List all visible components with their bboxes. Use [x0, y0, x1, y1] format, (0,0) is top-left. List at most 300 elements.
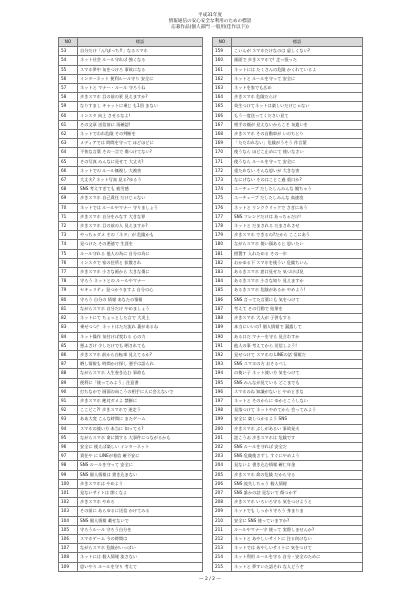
table-row — [213, 56, 363, 65]
table-row — [213, 277, 363, 286]
row-number: 57 — [59, 84, 78, 93]
row-number: 108 — [59, 553, 78, 562]
slogan-text: 見ないサイトは 開くなよ — [78, 488, 203, 497]
row-number: 185 — [213, 286, 232, 295]
table-header-row — [59, 38, 203, 47]
table-row — [213, 157, 363, 166]
table-row — [59, 387, 203, 396]
table-row — [59, 498, 203, 507]
row-number: 205 — [213, 470, 232, 479]
row-number: 83 — [59, 323, 78, 332]
row-number: 208 — [213, 498, 232, 507]
table-row — [59, 562, 203, 571]
slogan-text: ながらスマホ 危険がいっぱい — [78, 544, 203, 553]
row-number: 189 — [213, 323, 232, 332]
row-number: 181 — [213, 249, 232, 258]
table-row — [59, 378, 203, 387]
slogan-text: 見せつけて スマホの LINEの話 情報だ — [232, 350, 363, 359]
table-row — [59, 406, 203, 415]
table-row — [59, 507, 203, 516]
table-row — [59, 74, 203, 83]
column-header-no: NO — [213, 38, 232, 47]
row-number: 184 — [213, 277, 232, 286]
table-row — [213, 194, 363, 203]
row-number: 167 — [213, 120, 232, 129]
table-row — [59, 157, 203, 166]
row-number: 92 — [59, 406, 78, 415]
row-number: 176 — [213, 203, 232, 212]
row-number: 187 — [213, 304, 232, 313]
slogan-text: の使い子 ネット使い方 気をつけて — [232, 369, 363, 378]
table-row — [213, 176, 363, 185]
row-number: 97 — [59, 452, 78, 461]
row-number: 76 — [59, 258, 78, 267]
table-row — [213, 84, 363, 93]
row-number: 74 — [59, 240, 78, 249]
table-row — [213, 185, 363, 194]
row-number: 175 — [213, 194, 232, 203]
row-number: 203 — [213, 452, 232, 461]
slogan-text: 見落つけて ネットやめてから 会ってみよう — [232, 406, 363, 415]
row-number: 90 — [59, 387, 78, 396]
column-header-title: 標語 — [232, 38, 363, 47]
row-number: 61 — [59, 120, 78, 129]
slogan-text: インターネット 便利ルール守り 安全に — [78, 74, 203, 83]
row-number: 100 — [59, 479, 78, 488]
table-row — [59, 350, 203, 359]
row-number: 180 — [213, 240, 232, 249]
slogan-text: 安全に SNS 使っていますか? — [232, 516, 363, 525]
slogan-text: こいんが スマホだけなのは 虚しくない? — [232, 47, 363, 56]
slogan-text: SNS 危険使さずし すぐにやめよう — [232, 452, 363, 461]
table-row — [59, 433, 203, 442]
row-number: 202 — [213, 442, 232, 451]
page-number: — 2 / 2 — — [199, 577, 221, 582]
row-number: 88 — [59, 369, 78, 378]
table-row — [59, 139, 203, 148]
slogan-text: 重ためない そんな思いが 大きな害 — [232, 166, 363, 175]
row-number: 166 — [213, 111, 232, 120]
row-number: 213 — [213, 544, 232, 553]
table-row — [213, 323, 363, 332]
table-row — [213, 406, 363, 415]
row-number: 163 — [213, 84, 232, 93]
table-row — [59, 304, 203, 313]
slogan-table-left — [58, 37, 203, 572]
row-number: 91 — [59, 396, 78, 405]
row-number: 214 — [213, 553, 232, 562]
slogan-table-right — [212, 37, 363, 572]
table-row — [213, 268, 363, 277]
row-number: 177 — [213, 212, 232, 221]
row-number: 190 — [213, 332, 232, 341]
table-row — [213, 350, 363, 359]
slogan-text: ネットと マナー・ルール 守ろうね — [78, 84, 203, 93]
slogan-text: ながらスマホ 命に関する 大事件につながるかも — [78, 433, 203, 442]
slogan-text: ネットでは あやしいサイトに 気をつけて — [232, 544, 363, 553]
row-number: 170 — [213, 148, 232, 157]
slogan-text: ネット利用 ルールを守る 自分・安全のために — [232, 553, 363, 562]
row-number: 211 — [213, 525, 232, 534]
table-row — [59, 93, 203, 102]
slogan-text: 責任や に LINEが着信 確不安に — [78, 452, 203, 461]
table-row — [213, 304, 363, 313]
table-row — [59, 84, 203, 93]
row-number: 81 — [59, 304, 78, 313]
table-row — [59, 56, 203, 65]
table-row — [213, 65, 363, 74]
table-row — [213, 212, 363, 221]
row-number: 192 — [213, 350, 232, 359]
table-row — [213, 102, 363, 111]
slogan-text: 自分だけ「ん!ぼっち!!」なるスマホ — [78, 47, 203, 56]
slogan-text: ネットと そのからに ゆかとこうしない — [232, 396, 363, 405]
slogan-text: 思いやり ルールを守り 考えて — [78, 562, 203, 571]
slogan-text: ネットを家でも広め — [232, 84, 363, 93]
table-row — [213, 479, 363, 488]
slogan-text: SNS フレンドだけは あっちゃだけ! — [232, 212, 363, 221]
slogan-rows-left — [59, 47, 203, 572]
row-number: 105 — [59, 525, 78, 534]
table-row — [59, 102, 203, 111]
row-number: 72 — [59, 222, 78, 231]
table-row — [59, 176, 203, 185]
table-row — [59, 516, 203, 525]
slogan-text: 歩きスマホ ぶしがあるい 事故発火 — [232, 424, 363, 433]
slogan-text: 晒し情報も 時間かけ探し 悪手は語られ — [78, 360, 203, 369]
row-number: 59 — [59, 102, 78, 111]
slogan-text: SNS 言ってた言葉にも 気をつけて — [232, 295, 363, 304]
table-row — [213, 488, 363, 497]
table-row — [213, 286, 363, 295]
row-number: 210 — [213, 516, 232, 525]
slogan-text: ながらスマホ 人生巻き込む 事故も — [78, 369, 203, 378]
table-row — [213, 433, 363, 442]
row-number: 99 — [59, 470, 78, 479]
row-number: 69 — [59, 194, 78, 203]
slogan-text: ここどこ?! 歩きスマホで 迷走う — [78, 406, 203, 415]
slogan-text: おかゆる下 スマホを使うい 危険ちいん — [232, 258, 363, 267]
table-row — [213, 332, 363, 341]
row-number: 55 — [59, 65, 78, 74]
row-number: 164 — [213, 93, 232, 102]
slogan-text: スマホ夢中 気をつけろ 事故になる — [78, 65, 203, 74]
row-number: 212 — [213, 534, 232, 543]
table-row — [59, 65, 203, 74]
row-number: 86 — [59, 350, 78, 359]
table-row — [213, 93, 363, 102]
slogan-text: 守ろう ネットとの ルールやマナー — [78, 277, 203, 286]
row-number: 80 — [59, 295, 78, 304]
slogan-text: ネットと だまされる だまされさせ — [232, 222, 363, 231]
slogan-text: SNS 個人情報は 書き込まない — [78, 470, 203, 479]
slogan-text: SNS スマホの方 おそるべし — [232, 360, 363, 369]
table-row — [59, 222, 203, 231]
table-row — [213, 415, 363, 424]
slogan-text: SNS 誰かの話 見ないで 傷つかず — [232, 488, 363, 497]
slogan-text: その文章 送信前に 再確認! — [78, 120, 203, 129]
slogan-text: メディアでは 時間を守って ほどほどに — [78, 139, 203, 148]
row-number: 106 — [59, 534, 78, 543]
row-number: 199 — [213, 415, 232, 424]
table-row — [213, 231, 363, 240]
slogan-text: あるきスマホ 危険があるか やめよう! — [232, 286, 363, 295]
row-number: 191 — [213, 341, 232, 350]
slogan-text: ネットと リンククリックで さぎにあう — [232, 203, 363, 212]
table-row — [59, 268, 203, 277]
table-row — [59, 360, 203, 369]
row-number: 96 — [59, 442, 78, 451]
table-row — [213, 166, 363, 175]
table-row — [213, 442, 363, 451]
table-row — [213, 562, 363, 571]
slogan-text: 本当にいいの? 個人情報で 漏露して — [232, 323, 363, 332]
row-number: 178 — [213, 222, 232, 231]
row-number: 95 — [59, 433, 78, 442]
row-number: 159 — [213, 47, 232, 56]
slogan-text: ネット操作 気付けば変わる 心の力 — [78, 332, 203, 341]
table-row — [59, 203, 203, 212]
slogan-text: 守ろうルール 守ろう自分を — [78, 525, 203, 534]
row-number: 197 — [213, 396, 232, 405]
row-number: 102 — [59, 498, 78, 507]
slogan-text: ながらスマホ 使い頭あると 思いたい — [232, 240, 363, 249]
row-number: 60 — [59, 111, 78, 120]
slogan-text: 歩きスマホ やめろ — [78, 498, 203, 507]
slogan-text: 安全に 楽しつかるよう SNS — [232, 415, 363, 424]
slogan-text: ルール守れる 他人の為に 自分の為に — [78, 249, 203, 258]
row-number: 79 — [59, 286, 78, 295]
slogan-text: ネットと 夢すいた語それ な人どうぞ — [232, 562, 363, 571]
row-number: 103 — [59, 507, 78, 516]
document-year: 平成31年度 — [197, 13, 223, 18]
slogan-text: もう一度送ってください見て — [232, 111, 363, 120]
row-number: 58 — [59, 93, 78, 102]
slogan-text: 歩きスマホ 絶対ダメよ 禁断に — [78, 396, 203, 405]
slogan-text: ネットにて ちょっとした言で 大炎上 — [78, 314, 203, 323]
slogan-text: 守ろう 自分の 情報 あなたの情報 — [78, 295, 203, 304]
table-row — [59, 332, 203, 341]
table-row — [213, 396, 363, 405]
table-row — [213, 240, 363, 249]
table-row — [213, 461, 363, 470]
slogan-text: あるきスマホ 窓口見せた 気づけば見 — [232, 268, 363, 277]
slogan-text: SNS みんなが見ている どこまでも — [232, 378, 363, 387]
row-number: 71 — [59, 212, 78, 221]
slogan-text: 歩きスマホ 自己責任 だけじゃない — [78, 194, 203, 203]
slogan-text: ああ大変 こんな時間に またゲーム — [78, 415, 203, 424]
row-number: 85 — [59, 341, 78, 350]
slogan-text: ネットでは ルールやマナー 守りましょう — [78, 203, 203, 212]
table-row — [59, 369, 203, 378]
row-number: 94 — [59, 424, 78, 433]
table-row — [59, 249, 203, 258]
table-row — [59, 424, 203, 433]
row-number: 168 — [213, 130, 232, 139]
row-number: 56 — [59, 74, 78, 83]
slogan-text: 打ちなかで 画面の向こうの相手に人に会えないで — [78, 387, 203, 396]
slogan-text: 歩きスマホ いろいろ守る 気をつけようと — [232, 498, 363, 507]
table-row — [213, 507, 363, 516]
slogan-text: ある口だ マナーを守る 見合わすか — [232, 332, 363, 341]
slogan-text: 見つけた その悪徳で 生涯を — [78, 240, 203, 249]
slogan-text: SNS 流失しちゃう 個人情報 — [232, 479, 363, 488]
table-row — [213, 130, 363, 139]
table-row — [213, 47, 363, 56]
table-row — [59, 488, 203, 497]
slogan-text: 歩きスマホ 小さな画から 大きな傷に — [78, 268, 203, 277]
row-number: 183 — [213, 268, 232, 277]
table-row — [213, 525, 363, 534]
slogan-text: ネットと ルールを守って 安全に — [232, 74, 363, 83]
row-number: 64 — [59, 148, 78, 157]
table-row — [59, 258, 203, 267]
row-number: 65 — [59, 157, 78, 166]
table-header-row — [213, 38, 363, 47]
row-number: 84 — [59, 332, 78, 341]
row-number: 196 — [213, 387, 232, 396]
row-number: 87 — [59, 360, 78, 369]
row-number: 101 — [59, 488, 78, 497]
table-row — [59, 111, 203, 120]
table-row — [213, 470, 363, 479]
slogan-text: ユーチューブ だしたしんみんな 観ちゃう — [232, 185, 363, 194]
slogan-text: セキュリティ 見つかりますよ 自分の心 — [78, 286, 203, 295]
table-row — [213, 424, 363, 433]
row-number: 63 — [59, 139, 78, 148]
row-number: 206 — [213, 479, 232, 488]
table-row — [59, 544, 203, 553]
slogan-text: 相手の顔が 見えないからこそ 気遣いを — [232, 120, 363, 129]
slogan-text: ネットと あやしいサイトに 注る何けない — [232, 534, 363, 543]
table-row — [213, 341, 363, 350]
row-number: 173 — [213, 176, 232, 185]
table-row — [213, 452, 363, 461]
table-row — [213, 378, 363, 387]
table-row — [213, 387, 363, 396]
table-row — [59, 130, 203, 139]
table-row — [213, 314, 363, 323]
row-number: 194 — [213, 369, 232, 378]
row-number: 161 — [213, 65, 232, 74]
row-number: 195 — [213, 378, 232, 387]
slogan-text: 不快な言葉 その一言で 傷つけてない? — [78, 148, 203, 157]
row-number: 182 — [213, 258, 232, 267]
table-row — [59, 396, 203, 405]
slogan-text: 他人の事 考えてから 送信しよう! — [232, 341, 363, 350]
slogan-text: 歩きスマホ その自動車が いのちとり — [232, 130, 363, 139]
row-number: 162 — [213, 74, 232, 83]
row-number: 53 — [59, 47, 78, 56]
row-number: 66 — [59, 166, 78, 175]
row-number: 107 — [59, 544, 78, 553]
table-row — [59, 415, 203, 424]
row-number: 198 — [213, 406, 232, 415]
table-row — [59, 212, 203, 221]
row-number: 169 — [213, 139, 232, 148]
slogan-text: スマホの使い方 本当に 知ってる? — [78, 424, 203, 433]
slogan-text: SNS 個人情報 載せないで — [78, 516, 203, 525]
document-title: 情報通信の安心安全な利用のための標語 — [168, 19, 252, 24]
row-number: 160 — [213, 56, 232, 65]
table-row — [59, 314, 203, 323]
row-number: 78 — [59, 277, 78, 286]
slogan-text: 見ないよ 書き込む情報 確仁年金 — [232, 461, 363, 470]
slogan-text: 歩きスマホ 大人が 子供もする — [232, 314, 363, 323]
slogan-text: 話こうお 歩きスマホは 危険です — [232, 433, 363, 442]
slogan-text: ユーチューブ だしたしみんな 高速攻 — [232, 194, 363, 203]
table-row — [59, 286, 203, 295]
row-number: 171 — [213, 157, 232, 166]
row-number: 188 — [213, 314, 232, 323]
slogan-text: 歩きスマホは やめよう — [78, 479, 203, 488]
row-number: 193 — [213, 360, 232, 369]
table-row — [213, 249, 363, 258]
table-row — [213, 148, 363, 157]
table-row — [213, 295, 363, 304]
slogan-text: その前に あらゆるに送信 かけてみる — [78, 507, 203, 516]
row-number: 109 — [59, 562, 78, 571]
table-row — [213, 74, 363, 83]
slogan-text: SNS ルールを守れば 安全だ — [232, 442, 363, 451]
table-row — [213, 516, 363, 525]
row-number: 179 — [213, 231, 232, 240]
row-number: 200 — [213, 424, 232, 433]
row-number: 104 — [59, 516, 78, 525]
slogan-text: 考えて その行動で 結果を — [232, 304, 363, 313]
row-number: 93 — [59, 415, 78, 424]
slogan-text: 悪ふざけ 少しだけでも 晒されても — [78, 341, 203, 350]
table-row — [59, 479, 203, 488]
table-row — [59, 534, 203, 543]
row-number: 165 — [213, 102, 232, 111]
slogan-text: ネットでの ルール無視し 大被害 — [78, 166, 203, 175]
slogan-text: 使うなら ルールを守って 安全に — [232, 157, 363, 166]
slogan-text: 大丈夫? ネット写真 見る?ゆるう — [78, 176, 203, 185]
slogan-text: 英生つけてネットは楽しいだけじゃない — [232, 102, 363, 111]
table-row — [59, 341, 203, 350]
row-number: 98 — [59, 461, 78, 470]
row-number: 89 — [59, 378, 78, 387]
slogan-rows-right — [213, 47, 363, 572]
slogan-text: 歩きスマホ できるの?だから ここにあう — [232, 231, 363, 240]
row-number: 82 — [59, 314, 78, 323]
table-row — [213, 222, 363, 231]
row-number: 174 — [213, 185, 232, 194]
slogan-text: ルールやマナー守 使って 実際しませんか? — [232, 525, 363, 534]
table-row — [213, 360, 363, 369]
row-number: 75 — [59, 249, 78, 258]
table-row — [59, 323, 203, 332]
column-header-no: NO — [59, 38, 78, 47]
slogan-text: なりすまし キャットに乗じ も1回 まない — [78, 102, 203, 111]
slogan-text: 使うなら ほどこ止めにて 使いなさい — [232, 148, 363, 157]
table-row — [59, 194, 203, 203]
row-number: 186 — [213, 295, 232, 304]
column-header-title: 標語 — [78, 38, 203, 47]
table-row — [213, 258, 363, 267]
slogan-text: 歩きスマホ 命の危険 だから守る — [232, 470, 363, 479]
slogan-text: SNS ルールを守って 安全に — [78, 461, 203, 470]
slogan-text: 歩きスマホ 目の前の人 見えますか? — [78, 222, 203, 231]
slogan-text: 歩きスマホ 危険だらけ — [232, 93, 363, 102]
slogan-text: ネットでわれ危険 その判断を — [78, 130, 203, 139]
slogan-text: なにげない そのはことこ過 重口か? — [232, 176, 363, 185]
table-row — [59, 47, 203, 56]
row-number: 201 — [213, 433, 232, 442]
table-row — [59, 240, 203, 249]
row-number: 62 — [59, 130, 78, 139]
